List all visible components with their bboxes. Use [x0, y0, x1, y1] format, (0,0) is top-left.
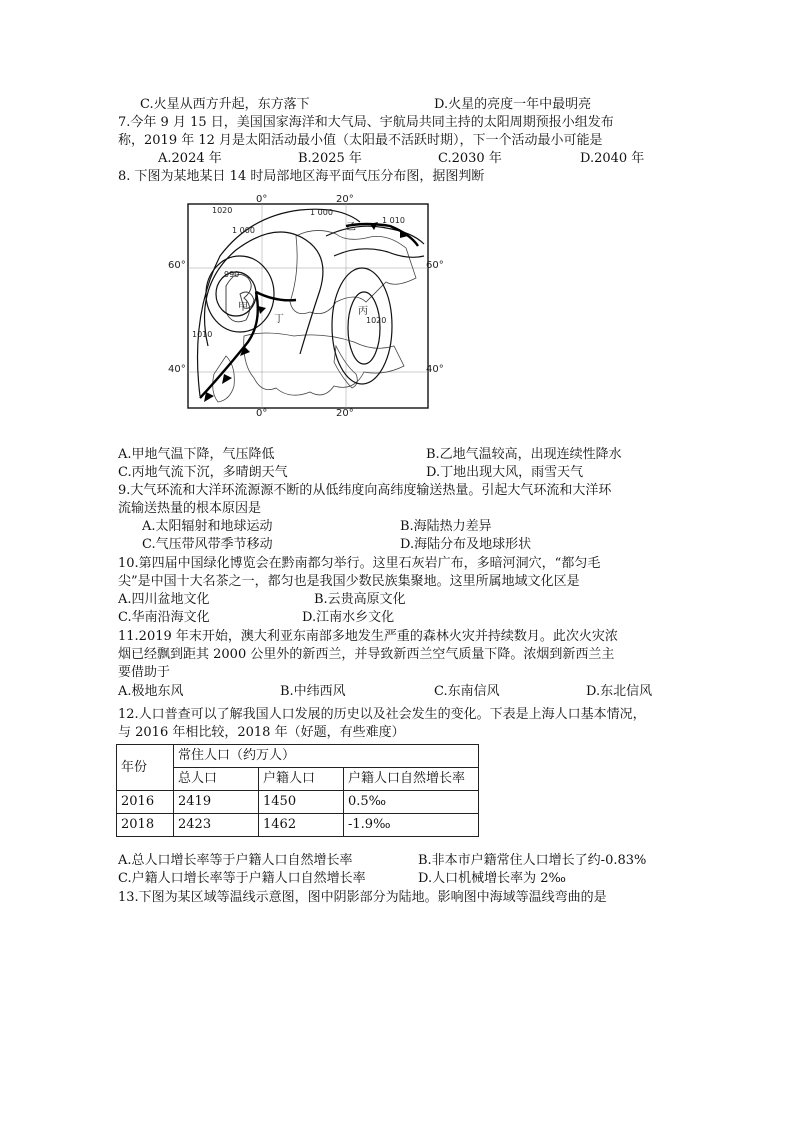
q8-option-a: A.甲地气温下降，气压降低 [118, 447, 275, 462]
q8-option-d: D.丁地出现大风，雨雪天气 [426, 465, 584, 480]
q11-stem-line1: 11.2019 年末开始，澳大利亚东南部多地发生严重的森林火灾并持续数月。此次火灾浓 [118, 629, 618, 644]
table-row [117, 791, 479, 814]
q7-option-b: B.2025 年 [298, 151, 362, 166]
q12-option-d: D.人口机械增长率为 2‰ [418, 871, 566, 886]
q11-stem-line2: 烟已经飘到距其 2000 公里外的新西兰，并导致新西兰空气质量下降。浓烟到新西兰主 [118, 647, 615, 662]
q10-stem-line1: 10.第四届中国绿化博览会在黔南都匀举行。这里石灰岩广布，多暗河洞穴，“都匀毛 [118, 556, 601, 571]
isobar-label-1010-left: 1010 [192, 330, 213, 339]
isobar-label-1020: 1020 [212, 206, 233, 215]
q7-option-d: D.2040 年 [580, 151, 645, 166]
pressure-map [168, 194, 444, 419]
q6-option-c: C.火星从西方升起，东方落下 [140, 97, 310, 112]
map-place-jia: 甲 [238, 302, 248, 313]
q6-option-d: D.火星的亮度一年中最明亮 [434, 97, 592, 112]
q10-option-c: C.华南沿海文化 [118, 610, 210, 625]
map-lat-40-left: 40° [168, 364, 186, 375]
q8-option-c: C.丙地气流下沉，多晴朗天气 [118, 465, 288, 480]
isobar-label-990: 990 [224, 270, 240, 279]
table-cell-year: 2018 [117, 814, 174, 837]
map-place-ding: 丁 [274, 314, 284, 325]
map-lat-60-left: 60° [168, 260, 186, 271]
q13-stem: 13.下图为某区域等温线示意图，图中阴影部分为陆地。影响图中海域等温线弯曲的是 [118, 890, 607, 905]
table-header-huji: 户籍人口 [259, 768, 344, 791]
isobar-map-figure [186, 196, 434, 414]
q11-option-b: B.中纬西风 [280, 684, 346, 699]
q7-stem-line1: 7.今年 9 月 15 日，美国国家海洋和大气局、宇航局共同主持的太阳周期预报小组发布 [118, 115, 614, 130]
map-lon-bottom-right: 20° [336, 408, 354, 419]
q12-option-c: C.户籍人口增长率等于户籍人口自然增长率 [118, 871, 366, 886]
map-place-yi: 乙 [346, 222, 356, 233]
table-cell-year: 2016 [117, 791, 174, 814]
population-table [116, 744, 479, 837]
q9-option-b: B.海陆热力差异 [400, 519, 492, 534]
isobar-label-1000-left: 1 000 [232, 226, 255, 235]
table-header-total: 总人口 [174, 768, 259, 791]
q10-option-a: A.四川盆地文化 [118, 592, 210, 607]
table-cell-rate: 0.5‰ [344, 791, 479, 814]
map-lon-bottom-left: 0° [256, 408, 268, 419]
q12-stem-line2: 与 2016 年相比较，2018 年（好题，有些难度） [118, 725, 405, 740]
map-lat-60-right: 60° [426, 260, 444, 271]
table-cell-huji: 1450 [259, 791, 344, 814]
table-cell-total: 2423 [174, 814, 259, 837]
map-lon-top-left: 0° [256, 194, 268, 205]
q9-option-a: A.太阳辐射和地球运动 [142, 519, 273, 534]
q11-option-a: A.极地东风 [118, 684, 184, 699]
q8-stem: 8. 下图为某地某日 14 时局部地区海平面气压分布图，据图判断 [118, 169, 485, 184]
q11-option-d: D.东北信风 [586, 684, 653, 699]
table-row [117, 814, 479, 837]
q9-option-d: D.海陆分布及地球形状 [400, 537, 532, 552]
q8-option-b: B.乙地气温较高，出现连续性降水 [426, 447, 622, 462]
map-lat-40-right: 40° [426, 364, 444, 375]
table-header-year: 年份 [117, 745, 174, 791]
q9-stem-line2: 流输送热量的根本原因是 [118, 501, 262, 516]
table-cell-rate: -1.9‰ [344, 814, 479, 837]
q9-option-c: C.气压带风带季节移动 [142, 537, 273, 552]
q10-stem-line2: 尖”是中国十大名茶之一，都匀也是我国少数民族集聚地。这里所属地域文化区是 [118, 574, 580, 589]
q12-option-b: B.非本市户籍常住人口增长了约-0.83% [418, 853, 647, 868]
isobar-label-1010-top: 1 010 [382, 216, 405, 225]
map-lon-top-right: 20° [336, 194, 354, 205]
q9-stem-line1: 9.大气环流和大洋环流源源不断的从低纬度向高纬度输送热量。引起大气环流和大洋环 [118, 483, 612, 498]
table-header-rate: 户籍人口自然增长率 [344, 768, 479, 791]
q7-option-c: C.2030 年 [438, 151, 502, 166]
map-place-bing: 丙 [358, 306, 368, 317]
q7-option-a: A.2024 年 [158, 151, 222, 166]
q7-stem-line2: 称，2019 年 12 月是太阳活动最小值（太阳最不活跃时期），下一个活动最小可能是 [118, 133, 603, 148]
q11-stem-line3: 要借助于 [118, 665, 171, 680]
table-cell-huji: 1462 [259, 814, 344, 837]
q10-option-b: B.云贵高原文化 [314, 592, 406, 607]
q12-stem-line1: 12.人口普查可以了解我国人口发展的历史以及社会发生的变化。下表是上海人口基本情况， [118, 707, 646, 722]
q10-option-d: D.江南水乡文化 [302, 610, 395, 625]
table-header-group: 常住人口（约万人） [174, 745, 479, 768]
q12-option-a: A.总人口增长率等于户籍人口自然增长率 [118, 853, 353, 868]
table-cell-total: 2419 [174, 791, 259, 814]
isobar-label-1020-right: 1020 [366, 316, 387, 325]
q11-option-c: C.东南信风 [434, 684, 500, 699]
isobar-label-1000-top: 1 000 [310, 208, 333, 217]
